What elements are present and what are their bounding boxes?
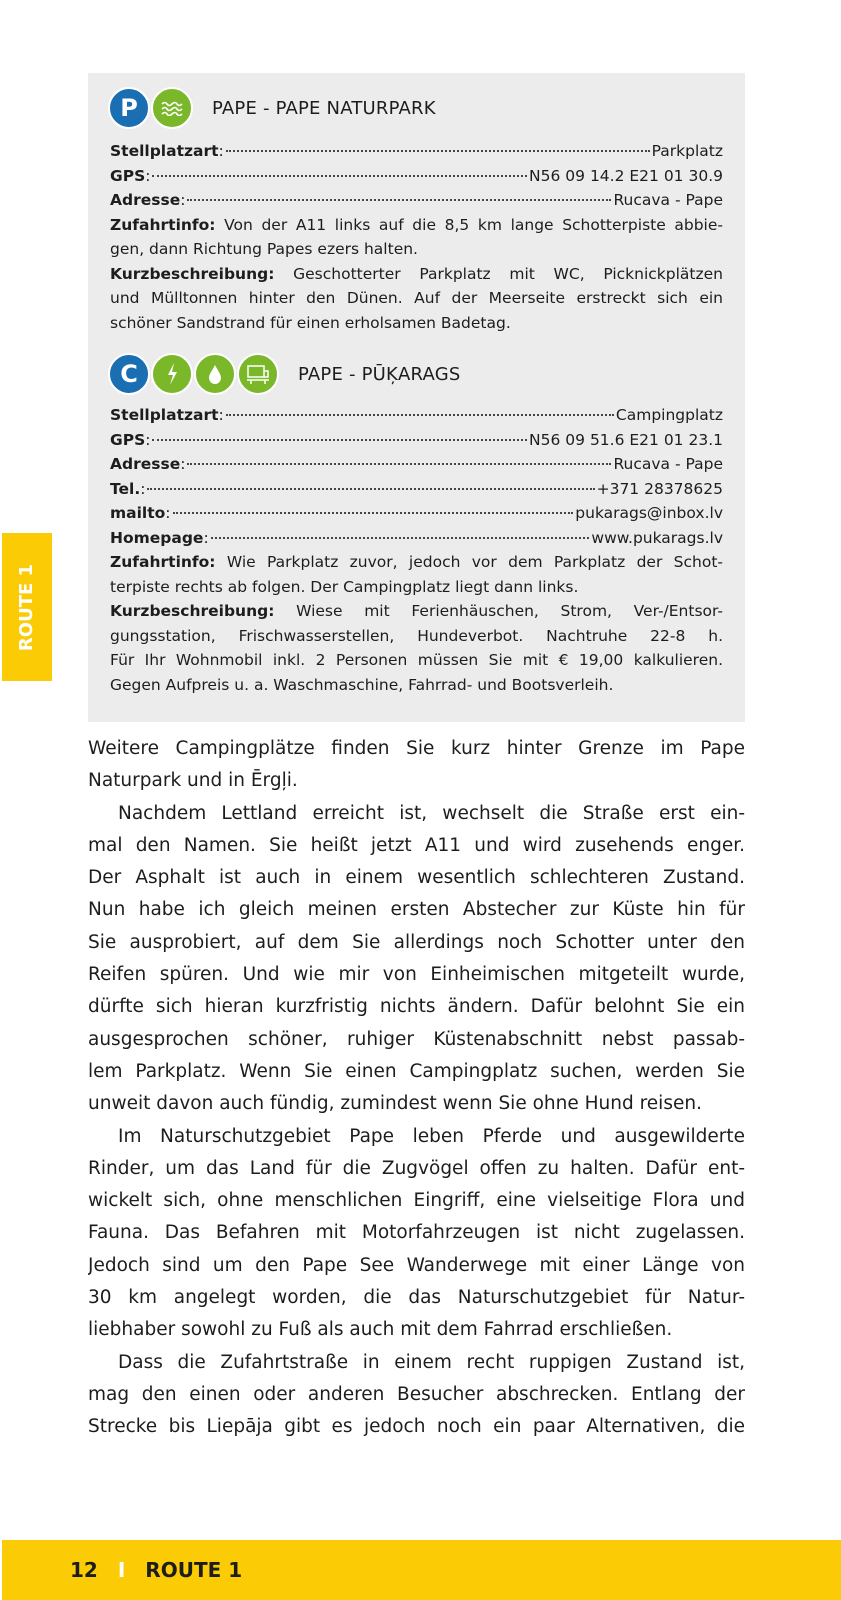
description-label: Zufahrtinfo:: [110, 553, 216, 571]
info-label: mailto: [110, 504, 166, 522]
info-label: Stellplatzart: [110, 142, 219, 160]
description-line: [110, 262, 723, 287]
description-line: [110, 311, 723, 336]
colon: :: [218, 406, 224, 424]
info-row: [110, 501, 723, 526]
paragraph-line: mag den einen oder anderen Besucher abschrecken. Entlang der: [88, 1383, 745, 1405]
dot-leader: [173, 512, 574, 514]
colon: :: [180, 191, 186, 209]
description-line: [110, 673, 723, 698]
water-waves-icon: [151, 87, 193, 129]
colon: :: [180, 455, 186, 473]
info-value: www.pukarags.lv: [591, 528, 723, 547]
paragraph-line: Der Asphalt ist auch in einem wesentlich schlechteren Zustand.: [88, 867, 745, 889]
paragraph-line: unweit davon auch fündig, zumindest wenn Sie ohne Hund reisen.: [88, 1093, 702, 1115]
description-label: Kurzbeschreibung:: [110, 602, 275, 620]
paragraph-line: Jedoch sind um den Pape See Wanderwege mit einer Länge von: [88, 1254, 745, 1276]
paragraph-line: Weitere Campingplätze finden Sie kurz hinter Grenze im Pape: [88, 738, 745, 759]
dot-leader: [211, 537, 590, 539]
description-label: Zufahrtinfo:: [110, 215, 216, 234]
description-text: Von der A11 links auf die 8,5 km lange Schotterpiste abbie-: [215, 215, 723, 234]
route-side-tab: ROUTE 1: [2, 533, 52, 681]
description-text: terpiste rechts ab folgen. Der Campingplatz liegt dann links.: [110, 577, 579, 596]
info-label: Homepage: [110, 528, 204, 547]
colon: :: [203, 528, 209, 547]
paragraph-line: Strecke bis Liepāja gibt es jedoch noch ein paar Alternativen, die: [88, 1416, 745, 1438]
site1-header: [108, 87, 436, 129]
colon: :: [165, 504, 171, 522]
info-row: [110, 139, 723, 164]
colon: :: [145, 430, 151, 449]
paragraph-line: Reifen spüren. Und wie mir von Einheimischen mitgeteilt wurde,: [88, 964, 745, 986]
paragraph-line: Dass die Zufahrtstraße in einem recht ruppigen Zustand ist,: [118, 1351, 745, 1373]
info-row: [110, 403, 723, 428]
site1-details: [110, 139, 723, 335]
info-row: [110, 164, 723, 189]
description-line: [110, 624, 723, 649]
footer-separator: I: [117, 1558, 126, 1582]
paragraph-line: Fauna. Das Befahren mit Motorfahrzeugen ist nicht zugelassen.: [88, 1222, 745, 1244]
description-text: Geschotterter Parkplatz mit WC, Picknickplätzen: [274, 264, 723, 283]
description-line: [110, 575, 723, 600]
site2-details: [110, 403, 723, 697]
description-line: [110, 599, 723, 624]
description-text: Für Ihr Wohnmobil inkl. 2 Personen müssen Sie mit € 19,00 kalkulieren.: [110, 651, 723, 669]
description-text: gen, dann Richtung Papes ezers halten.: [110, 240, 418, 258]
camping-icon: C: [108, 353, 150, 395]
paragraph-line: Im Naturschutzgebiet Pape leben Pferde und ausgewilderte: [118, 1125, 745, 1147]
info-label: Adresse: [110, 191, 181, 209]
page-footer: [2, 1540, 841, 1600]
info-row: [110, 452, 723, 477]
info-label: GPS: [110, 166, 146, 185]
info-value: Rucava - Pape: [613, 455, 723, 473]
page-number: 12: [70, 1558, 98, 1582]
dot-leader: [187, 463, 611, 465]
description-line: [110, 648, 723, 673]
footer-section: ROUTE 1: [145, 1558, 243, 1582]
paragraph-line: Nun habe ich gleich meinen ersten Abstecher zur Küste hin für: [88, 899, 745, 921]
info-label: Tel.: [110, 479, 141, 498]
paragraph-line: lem Parkplatz. Wenn Sie einen Campingplatz suchen, werden Sie: [88, 1060, 745, 1082]
paragraph-line: 30 km angelegt worden, die das Naturschutzgebiet für Natur-: [88, 1287, 745, 1309]
paragraph-line: wickelt sich, ohne menschlichen Eingriff, eine vielseitige Flora und: [88, 1190, 745, 1212]
info-value: Parkplatz: [651, 142, 723, 160]
dot-leader: [152, 175, 527, 177]
site2-title: PAPE - PŪĶARAGS: [298, 363, 461, 385]
dot-leader: [187, 199, 611, 201]
water-drop-icon: [194, 353, 236, 395]
description-line: [110, 237, 723, 262]
colon: :: [145, 166, 151, 185]
paragraph-line: ausgesprochen schöner, ruhiger Küstenabschnitt nebst passab-: [88, 1028, 745, 1050]
colon: :: [218, 142, 224, 160]
info-value: pukarags@inbox.lv: [575, 504, 723, 522]
motorhome-service-icon: [237, 353, 279, 395]
info-row: [110, 477, 723, 502]
info-row: [110, 526, 723, 551]
paragraph-line: mal den Namen. Sie heißt jetzt A11 und wird zusehends enger.: [88, 834, 745, 856]
paragraph-line: dürfte sich hieran kurzfristig nichts ändern. Dafür belohnt Sie ein: [88, 996, 745, 1018]
paragraph-line: Nachdem Lettland erreicht ist, wechselt die Straße erst ein-: [118, 802, 745, 824]
dot-leader: [152, 439, 527, 441]
info-value: +371 28378625: [596, 479, 723, 498]
info-value: N56 09 51.6 E21 01 23.1: [529, 430, 723, 449]
site-info-box: [88, 73, 745, 722]
description-label: Kurzbeschreibung:: [110, 264, 275, 283]
description-line: [110, 550, 723, 575]
parking-icon: P: [108, 87, 150, 129]
dot-leader: [147, 488, 594, 490]
description-text: gungsstation, Frischwasserstellen, Hundeverbot. Nachtruhe 22-8 h.: [110, 626, 723, 645]
info-label: Stellplatzart: [110, 406, 219, 424]
description-text: Gegen Aufpreis u. a. Waschmaschine, Fahrrad- und Bootsverleih.: [110, 675, 614, 694]
description-text: Wiese mit Ferienhäuschen, Strom, Ver-/Entsor-: [274, 602, 723, 620]
info-value: Campingplatz: [615, 406, 723, 424]
colon: :: [140, 479, 146, 498]
electricity-icon: [151, 353, 193, 395]
info-value: N56 09 14.2 E21 01 30.9: [529, 166, 723, 185]
paragraph-line: Rinder, um das Land für die Zugvögel offen zu halten. Dafür ent-: [88, 1157, 745, 1179]
dot-leader: [226, 414, 614, 416]
description-text: Wie Parkplatz zuvor, jedoch vor dem Parkplatz der Schot-: [215, 553, 723, 571]
info-label: GPS: [110, 430, 146, 449]
paragraph-line: Sie ausprobiert, auf dem Sie allerdings noch Schotter unter den: [88, 931, 745, 953]
site2-header: [108, 353, 460, 395]
body-text: [88, 733, 745, 1444]
info-row: [110, 428, 723, 453]
description-text: schöner Sandstrand für einen erholsamen Badetag.: [110, 313, 511, 332]
info-label: Adresse: [110, 455, 181, 473]
paragraph-line: Naturpark und in Ērgļi.: [88, 770, 298, 792]
site1-title: PAPE - PAPE NATURPARK: [212, 97, 436, 119]
description-line: [110, 286, 723, 311]
description-text: und Mülltonnen hinter den Dünen. Auf der Meerseite erstreckt sich ein: [110, 289, 723, 307]
info-value: Rucava - Pape: [613, 191, 723, 209]
dot-leader: [226, 150, 650, 152]
info-row: [110, 188, 723, 213]
paragraph-line: liebhaber sowohl zu Fuß als auch mit dem Fahrrad erschließen.: [88, 1319, 673, 1341]
description-line: [110, 213, 723, 238]
